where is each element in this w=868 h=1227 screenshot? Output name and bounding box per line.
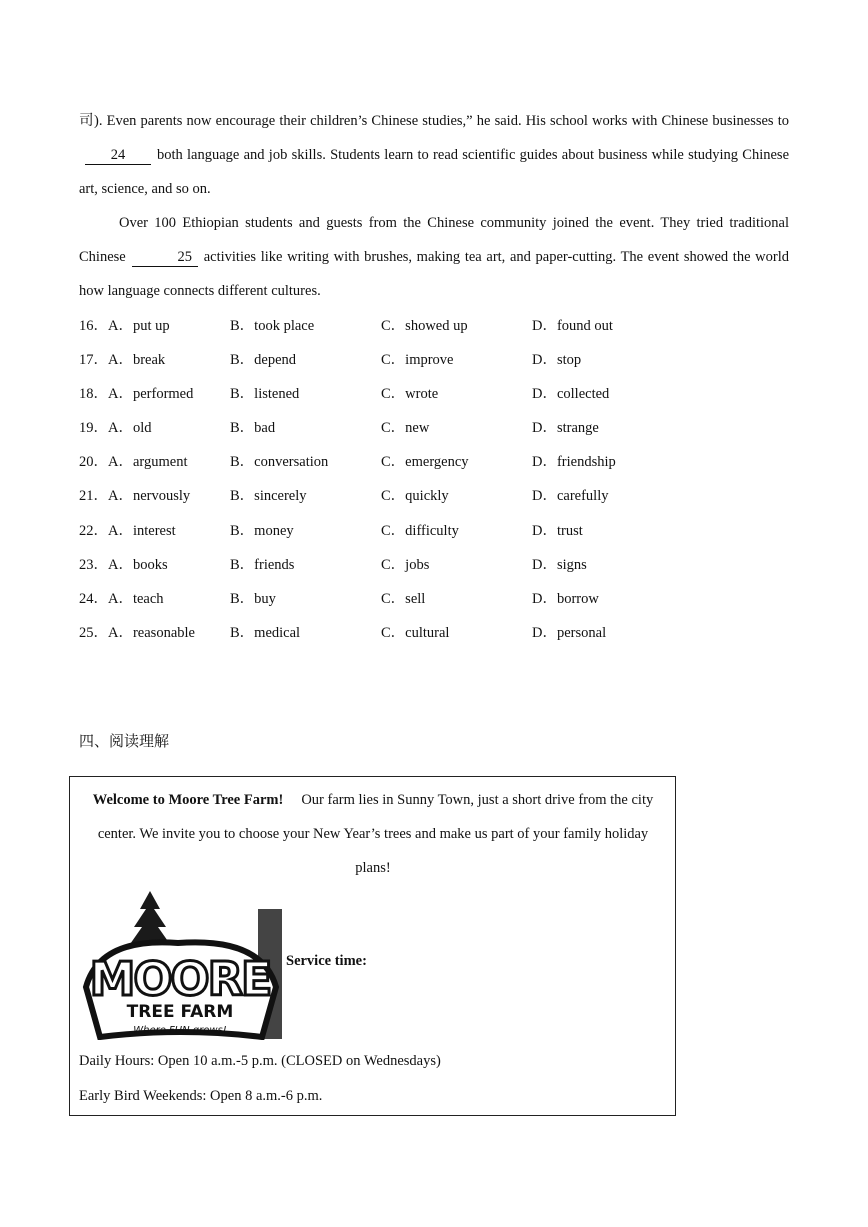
option-d: D．stop bbox=[532, 352, 582, 369]
question-row bbox=[79, 514, 799, 548]
daily-hours: Daily Hours: Open 10 a.m.-5 p.m. (CLOSED on Wednesdays) bbox=[79, 1053, 441, 1069]
option-b: B．sincerely bbox=[230, 488, 307, 505]
question-number: 17． bbox=[79, 352, 108, 369]
answer-options-list bbox=[79, 309, 799, 650]
option-d: D．collected bbox=[532, 386, 610, 403]
option-a: 22．A．interest bbox=[79, 522, 176, 539]
question-row bbox=[79, 343, 799, 377]
option-c: C．wrote bbox=[381, 386, 439, 403]
option-b: B．listened bbox=[230, 386, 300, 403]
option-a: 24．A．teach bbox=[79, 590, 164, 607]
passage-paragraph-2 bbox=[79, 206, 789, 308]
passage-text: Over 100 Ethiopian students and guests from the Chinese community joined the event. They tried traditional Chinese bbox=[79, 215, 789, 265]
option-b: B．took place bbox=[230, 318, 315, 334]
logo-word: MOORE bbox=[89, 952, 271, 1006]
question-row bbox=[79, 548, 799, 582]
option-b: B．friends bbox=[230, 556, 295, 573]
service-time-label: Service time: bbox=[286, 953, 367, 969]
question-row bbox=[79, 309, 799, 343]
option-c: C．difficulty bbox=[381, 522, 459, 539]
option-a: 19．A．old bbox=[79, 420, 152, 437]
question-row bbox=[79, 445, 799, 479]
option-b: B．depend bbox=[230, 352, 297, 369]
option-a: 20．A．argument bbox=[79, 454, 188, 471]
option-a: 17．A．break bbox=[79, 352, 166, 369]
question-number: 20． bbox=[79, 454, 108, 471]
passage-text: activities like writing with brushes, making tea art, and paper-cutting. The event showed the world how language connects different cultures. bbox=[79, 249, 789, 299]
logo-subtitle: TREE FARM bbox=[126, 1002, 234, 1022]
option-d: D．carefully bbox=[532, 488, 609, 505]
question-number: 19． bbox=[79, 420, 108, 437]
option-c: C．sell bbox=[381, 590, 426, 607]
option-b: B．bad bbox=[230, 420, 276, 437]
option-d: D．signs bbox=[532, 556, 587, 573]
moore-tree-farm-logo bbox=[80, 887, 282, 1040]
option-c: C．new bbox=[381, 420, 430, 437]
question-number: 23． bbox=[79, 556, 108, 573]
farm-ad-box bbox=[69, 776, 676, 1116]
option-c: C．emergency bbox=[381, 454, 469, 471]
option-c: C．showed up bbox=[381, 318, 468, 334]
question-number: 18． bbox=[79, 386, 108, 403]
option-d: D．borrow bbox=[532, 590, 599, 607]
option-a: 23．A．books bbox=[79, 556, 168, 573]
question-row bbox=[79, 377, 799, 411]
question-number: 24． bbox=[79, 590, 108, 607]
option-a: 21．A．nervously bbox=[79, 488, 191, 505]
option-c: C．jobs bbox=[381, 556, 430, 573]
option-b: B．money bbox=[230, 522, 294, 539]
option-c: C．quickly bbox=[381, 488, 449, 505]
farm-intro-text: Our farm lies in Sunny Town, just a short drive from the city center. We invite you to choose your New Year’s trees and make us part of your family holiday plans! bbox=[97, 792, 654, 876]
question-number: 25． bbox=[79, 624, 108, 641]
option-d: D．trust bbox=[532, 522, 583, 539]
question-row bbox=[79, 616, 799, 650]
early-bird-hours: Early Bird Weekends: Open 8 a.m.-6 p.m. bbox=[79, 1088, 323, 1104]
question-row bbox=[79, 582, 799, 616]
logo-tagline: Where FUN grows! bbox=[133, 1025, 227, 1036]
option-b: B．conversation bbox=[230, 454, 329, 471]
question-number: 16． bbox=[79, 318, 108, 334]
option-d: D．personal bbox=[532, 624, 607, 641]
option-b: B．medical bbox=[230, 624, 301, 641]
question-number: 21． bbox=[79, 488, 108, 505]
option-d: D．found out bbox=[532, 318, 613, 334]
passage-text: 司). Even parents now encourage their children’s Chinese studies,” he said. His school works with Chinese businesses to bbox=[79, 113, 789, 129]
option-c: C．improve bbox=[381, 352, 454, 369]
blank-24: 24 bbox=[85, 147, 151, 165]
section-title: 四、阅读理解 bbox=[79, 732, 170, 750]
farm-intro bbox=[80, 783, 666, 885]
option-c: C．cultural bbox=[381, 624, 450, 641]
passage-text: both language and job skills. Students learn to read scientific guides about business while studying Chinese art, science, and so on. bbox=[79, 147, 789, 197]
option-a: 18．A．performed bbox=[79, 386, 194, 403]
blank-25: 25 bbox=[132, 249, 198, 267]
question-number: 22． bbox=[79, 522, 108, 539]
option-d: D．friendship bbox=[532, 454, 616, 471]
question-row bbox=[79, 411, 799, 445]
option-a: 25．A．reasonable bbox=[79, 624, 195, 641]
question-row bbox=[79, 479, 799, 513]
option-d: D．strange bbox=[532, 420, 599, 437]
passage-paragraph-1 bbox=[79, 104, 789, 206]
farm-headline: Welcome to Moore Tree Farm! bbox=[92, 792, 284, 808]
option-a: 16．A．put up bbox=[79, 318, 170, 334]
option-b: B．buy bbox=[230, 590, 276, 607]
